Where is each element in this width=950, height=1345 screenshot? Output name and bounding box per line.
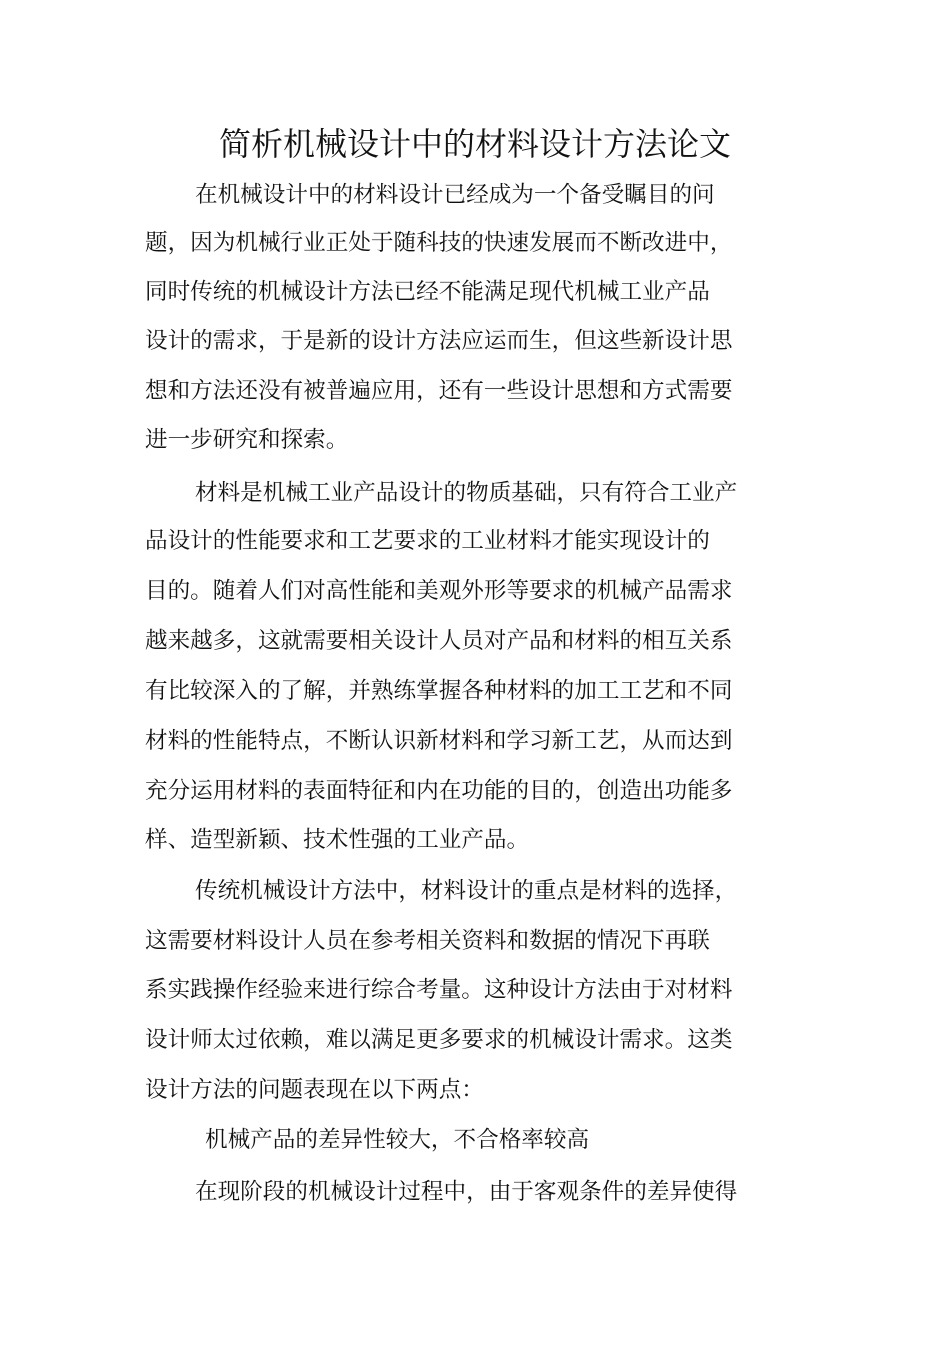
- paragraph-line: 充分运用材料的表面特征和内在功能的目的，创造出功能多: [145, 778, 733, 804]
- paragraph-line: 样、造型新颖、技术性强的工业产品。: [145, 827, 530, 853]
- paragraph-line: 传统机械设计方法中，材料设计的重点是材料的选择，: [195, 878, 738, 904]
- paragraph-line: 材料是机械工业产品设计的物质基础，只有符合工业产: [195, 480, 738, 506]
- paragraph-line: 设计师太过依赖，难以满足更多要求的机械设计需求。这类: [145, 1027, 733, 1053]
- paragraph-line: 同时传统的机械设计方法已经不能满足现代机械工业产品: [145, 279, 710, 305]
- paragraph-line: 这需要材料设计人员在参考相关资料和数据的情况下再联: [145, 928, 710, 954]
- paragraph-line: 品设计的性能要求和工艺要求的工业材料才能实现设计的: [145, 528, 710, 554]
- paragraph-line: 在机械设计中的材料设计已经成为一个备受瞩目的问: [195, 182, 715, 208]
- paragraph-line: 想和方法还没有被普遍应用，还有一些设计思想和方式需要: [145, 378, 733, 404]
- paragraph-line: 在现阶段的机械设计过程中，由于客观条件的差异使得: [195, 1179, 738, 1205]
- section-heading: 机械产品的差异性较大，不合格率较高: [205, 1127, 590, 1153]
- paragraph-line: 越来越多，这就需要相关设计人员对产品和材料的相互关系: [145, 628, 733, 654]
- paragraph-line: 材料的性能特点，不断认识新材料和学习新工艺，从而达到: [145, 728, 733, 754]
- paragraph-line: 设计的需求，于是新的设计方法应运而生，但这些新设计思: [145, 328, 733, 354]
- paragraph-line: 目的。随着人们对高性能和美观外形等要求的机械产品需求: [145, 578, 733, 604]
- paragraph-line: 进一步研究和探索。: [145, 427, 349, 453]
- paragraph-line: 题，因为机械行业正处于随科技的快速发展而不断改进中，: [145, 230, 733, 256]
- document-title: 简析机械设计中的材料设计方法论文: [218, 125, 731, 163]
- paragraph-line: 系实践操作经验来进行综合考量。这种设计方法由于对材料: [145, 977, 733, 1003]
- paragraph-line: 设计方法的问题表现在以下两点：: [145, 1077, 484, 1103]
- paragraph-line: 有比较深入的了解，并熟练掌握各种材料的加工工艺和不同: [145, 678, 733, 704]
